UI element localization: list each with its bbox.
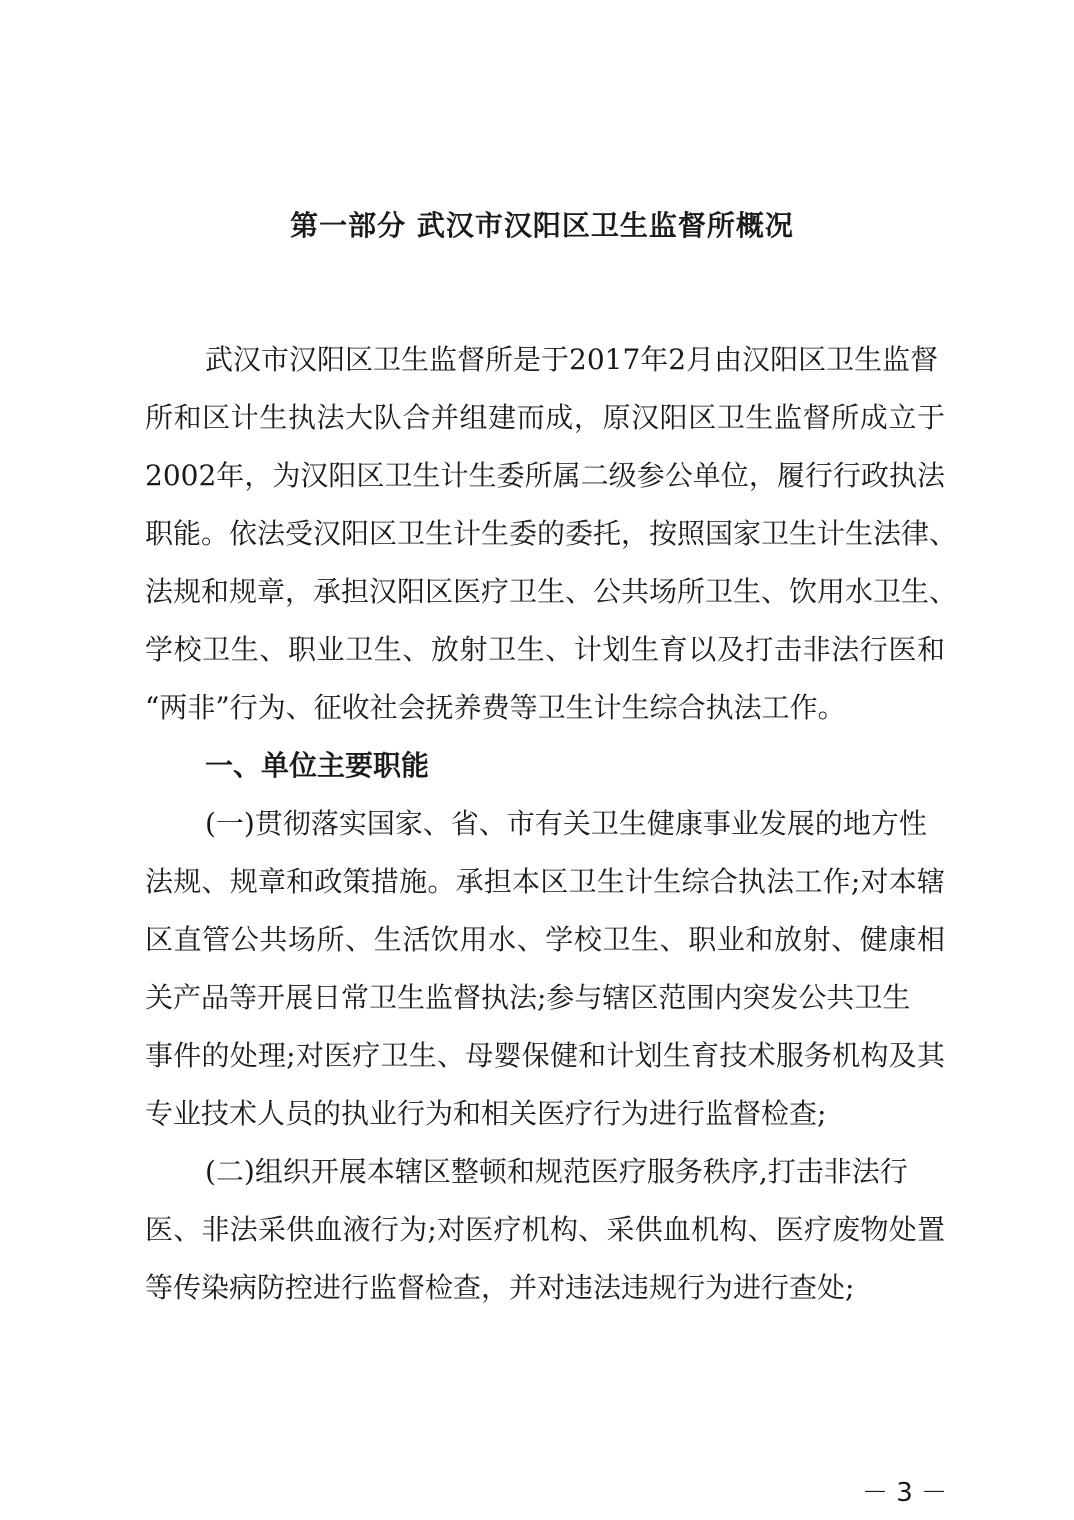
paragraph-line: 武汉市汉阳区卫生监督所是于2017年2月由汉阳区卫生监督 <box>205 343 939 376</box>
section-heading: 一、单位主要职能 <box>205 749 430 782</box>
paragraph-line: 区直管公共场所、生活饮用水、学校卫生、职业和放射、健康相 <box>145 923 945 956</box>
paragraph-line: 等传染病防控进行监督检查，并对违法违规行为进行查处; <box>145 1271 855 1304</box>
paragraph-line: (一)贯彻落实国家、省、市有关卫生健康事业发展的地方性 <box>205 807 927 840</box>
paragraph-line: (二)组织开展本辖区整顿和规范医疗服务秩序,打击非法行 <box>205 1155 908 1188</box>
paragraph-line: 法规和规章，承担汉阳区医疗卫生、公共场所卫生、饮用水卫生、 <box>145 575 958 608</box>
paragraph-line: 学校卫生、职业卫生、放射卫生、计划生育以及打击非法行医和 <box>145 633 945 666</box>
paragraph-line: 法规、规章和政策措施。承担本区卫生计生综合执法工作;对本辖 <box>145 865 945 898</box>
paragraph-line: 2002年，为汉阳区卫生计生委所属二级参公单位，履行行政执法 <box>145 459 945 492</box>
page-number: － 3 － <box>862 1478 948 1508</box>
paragraph-line: 医、非法采供血液行为;对医疗机构、采供血机构、医疗废物处置 <box>145 1213 945 1246</box>
paragraph-line: 所和区计生执法大队合并组建而成，原汉阳区卫生监督所成立于 <box>145 401 945 434</box>
paragraph-line: 职能。依法受汉阳区卫生计生委的委托，按照国家卫生计生法律、 <box>145 517 958 550</box>
paragraph-line: 关产品等开展日常卫生监督执法;参与辖区范围内突发公共卫生 <box>145 981 911 1014</box>
paragraph-line: 事件的处理;对医疗卫生、母婴保健和计划生育技术服务机构及其 <box>145 1039 945 1072</box>
paragraph-line: “两非”行为、征收社会抚养费等卫生计生综合执法工作。 <box>145 691 846 724</box>
page-title: 第一部分 武汉市汉阳区卫生监督所概况 <box>290 209 794 242</box>
paragraph-line: 专业技术人员的执业行为和相关医疗行为进行监督检查; <box>145 1097 827 1130</box>
